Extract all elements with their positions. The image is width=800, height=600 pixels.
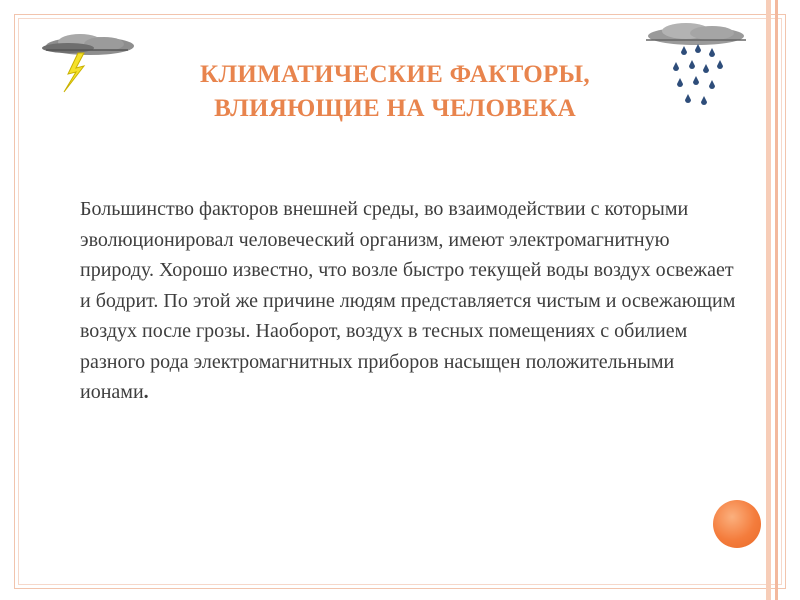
slide-title <box>150 58 640 126</box>
storm-cloud-lightning-icon <box>38 26 138 98</box>
slide-title-line-1: КЛИМАТИЧЕСКИЕ ФАКТОРЫ, <box>200 61 590 88</box>
right-decor-stripe <box>766 0 771 600</box>
decorative-orange-circle <box>713 500 761 548</box>
body-text-end: . <box>143 381 149 403</box>
slide-title-line-2: ВЛИЯЮЩИЕ НА ЧЕЛОВЕКА <box>214 95 576 122</box>
bullet-paragraph <box>52 194 742 408</box>
right-decor-stripe-thin <box>775 0 778 600</box>
rain-cloud-icon <box>640 18 752 114</box>
body-text <box>80 194 742 408</box>
body-text-main: Большинство факторов внешней среды, во взаимодействии с которыми эволюционировал человеческий организм, имеют электромагнитную природу. Хорошо известно, что возле быстро текущей воды воздух освежает и бодрит. По этой же причине людям представляется чистым и освежающим воздух после грозы. Наоборот, воздух в тесных помещениях с обилием разного рода электромагнитных приборов насыщен положительными ионами <box>80 198 736 403</box>
